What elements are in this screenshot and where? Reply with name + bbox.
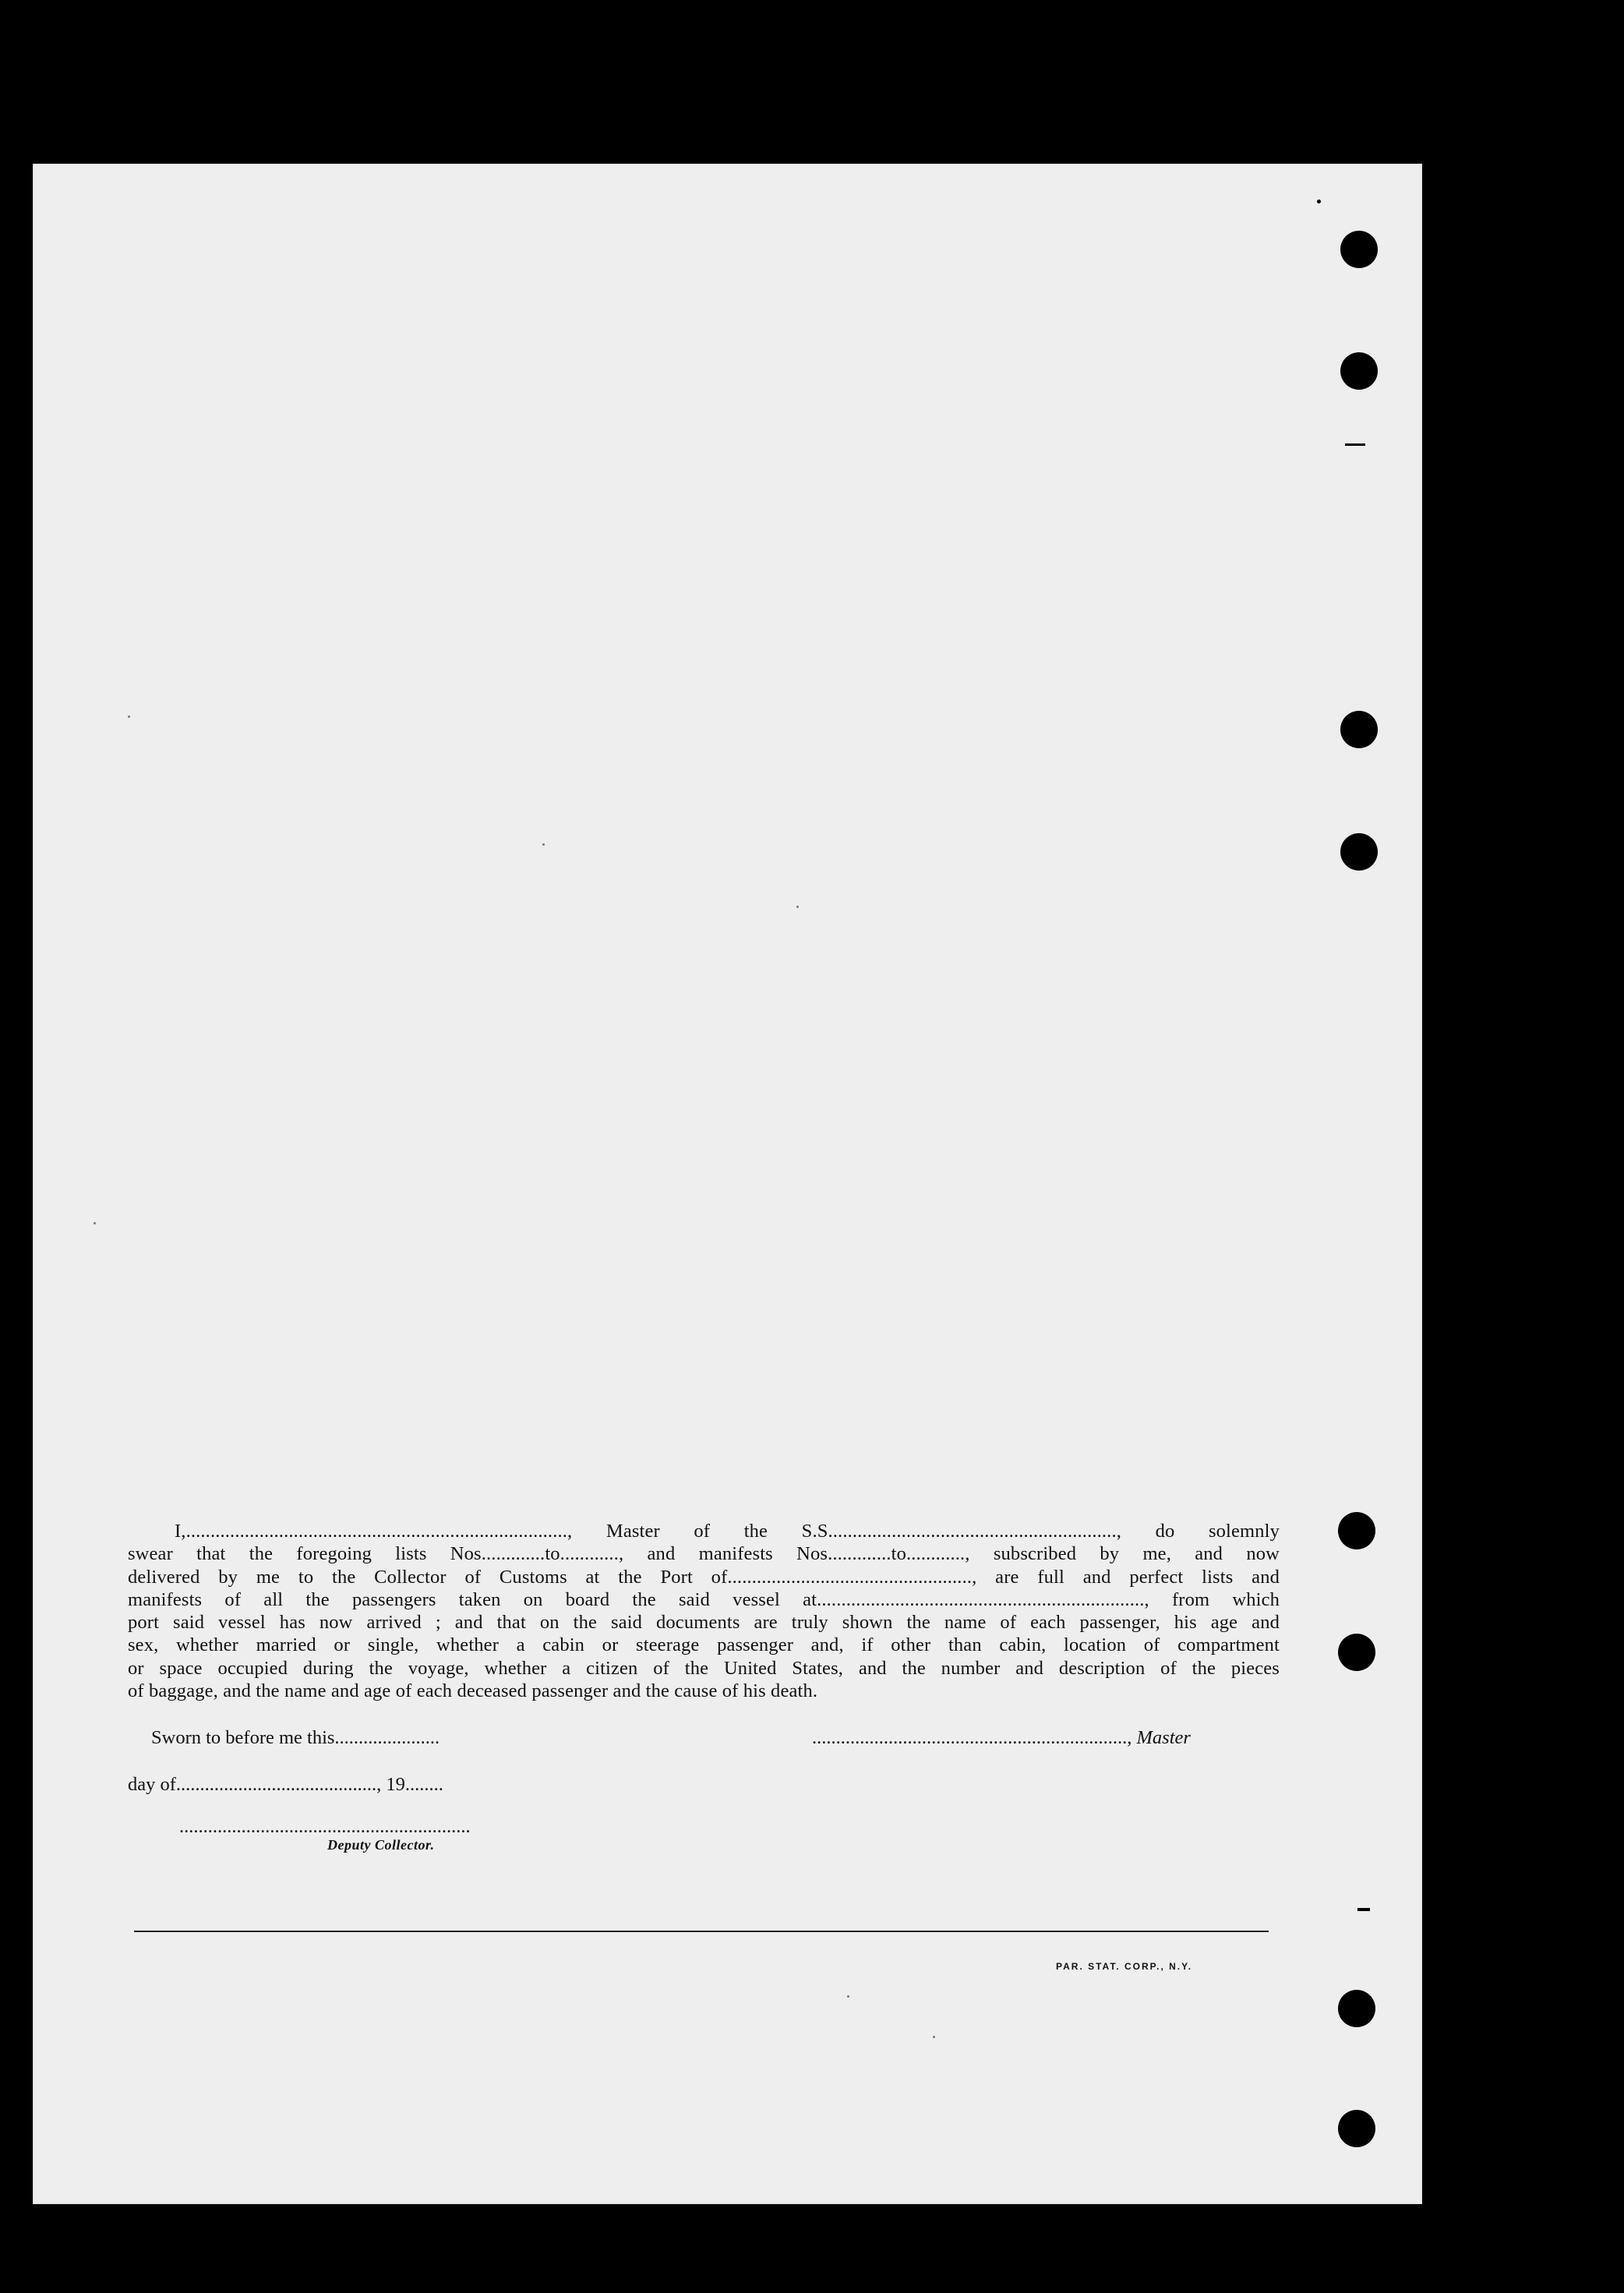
punch-hole [1338, 1990, 1375, 2027]
deputy-signature-dots: ............................................................. [179, 1816, 471, 1837]
day-line: day of.........................................., 19........ [128, 1774, 443, 1795]
deputy-collector-label: Deputy Collector. [327, 1837, 435, 1853]
dust-speck [94, 1222, 96, 1224]
punch-hole [1338, 1512, 1375, 1549]
scan-mark [1345, 443, 1365, 446]
dust-speck [847, 1995, 849, 1998]
oath-line: or space occupied during the voyage, whether a citizen of the United States, and the number and description of the pieces [128, 1657, 1280, 1679]
bottom-rule [134, 1931, 1269, 1932]
printer-imprint: PAR. STAT. CORP., N.Y. [1056, 1961, 1193, 1972]
oath-line: port said vessel has now arrived ; and that on the said documents are truly shown the name of each passenger, his age and [128, 1612, 1280, 1634]
scan-mark [1317, 200, 1321, 203]
punch-hole [1338, 2110, 1375, 2147]
oath-line: sex, whether married or single, whether a cabin or steerage passenger and, if other than cabin, location of compartment [128, 1634, 1280, 1656]
punch-hole [1338, 1634, 1375, 1671]
dust-speck [933, 2036, 935, 2038]
punch-hole [1340, 231, 1378, 268]
oath-line: I,.............................................................................., Master of the S.S..........................................................., do solemnly [175, 1521, 1280, 1542]
dust-speck [128, 715, 130, 718]
punch-hole [1340, 833, 1378, 871]
master-label: Master [1136, 1727, 1191, 1748]
master-signature-dots: .................................................................., [812, 1727, 1137, 1748]
master-signature-line [812, 1727, 1191, 1749]
oath-line: of baggage, and the name and age of each deceased passenger and the cause of his death. [128, 1680, 818, 1702]
oath-line: manifests of all the passengers taken on board the said vessel at..................................................................., from which [128, 1588, 1280, 1610]
dust-speck [542, 843, 545, 846]
scan-mark [1357, 1908, 1370, 1911]
oath-paragraph [128, 1520, 1280, 1702]
manifest-page [33, 164, 1422, 2204]
punch-hole [1340, 352, 1378, 390]
oath-line: swear that the foregoing lists Nos.............to............, and manifests Nos.............to............, subscribed by me, and now [128, 1543, 1280, 1565]
punch-hole [1340, 711, 1378, 748]
sworn-line: Sworn to before me this...................... [151, 1727, 440, 1748]
dust-speck [796, 906, 799, 908]
oath-line: delivered by me to the Collector of Customs at the Port of.................................................., are full and perfect lists and [128, 1566, 1280, 1588]
